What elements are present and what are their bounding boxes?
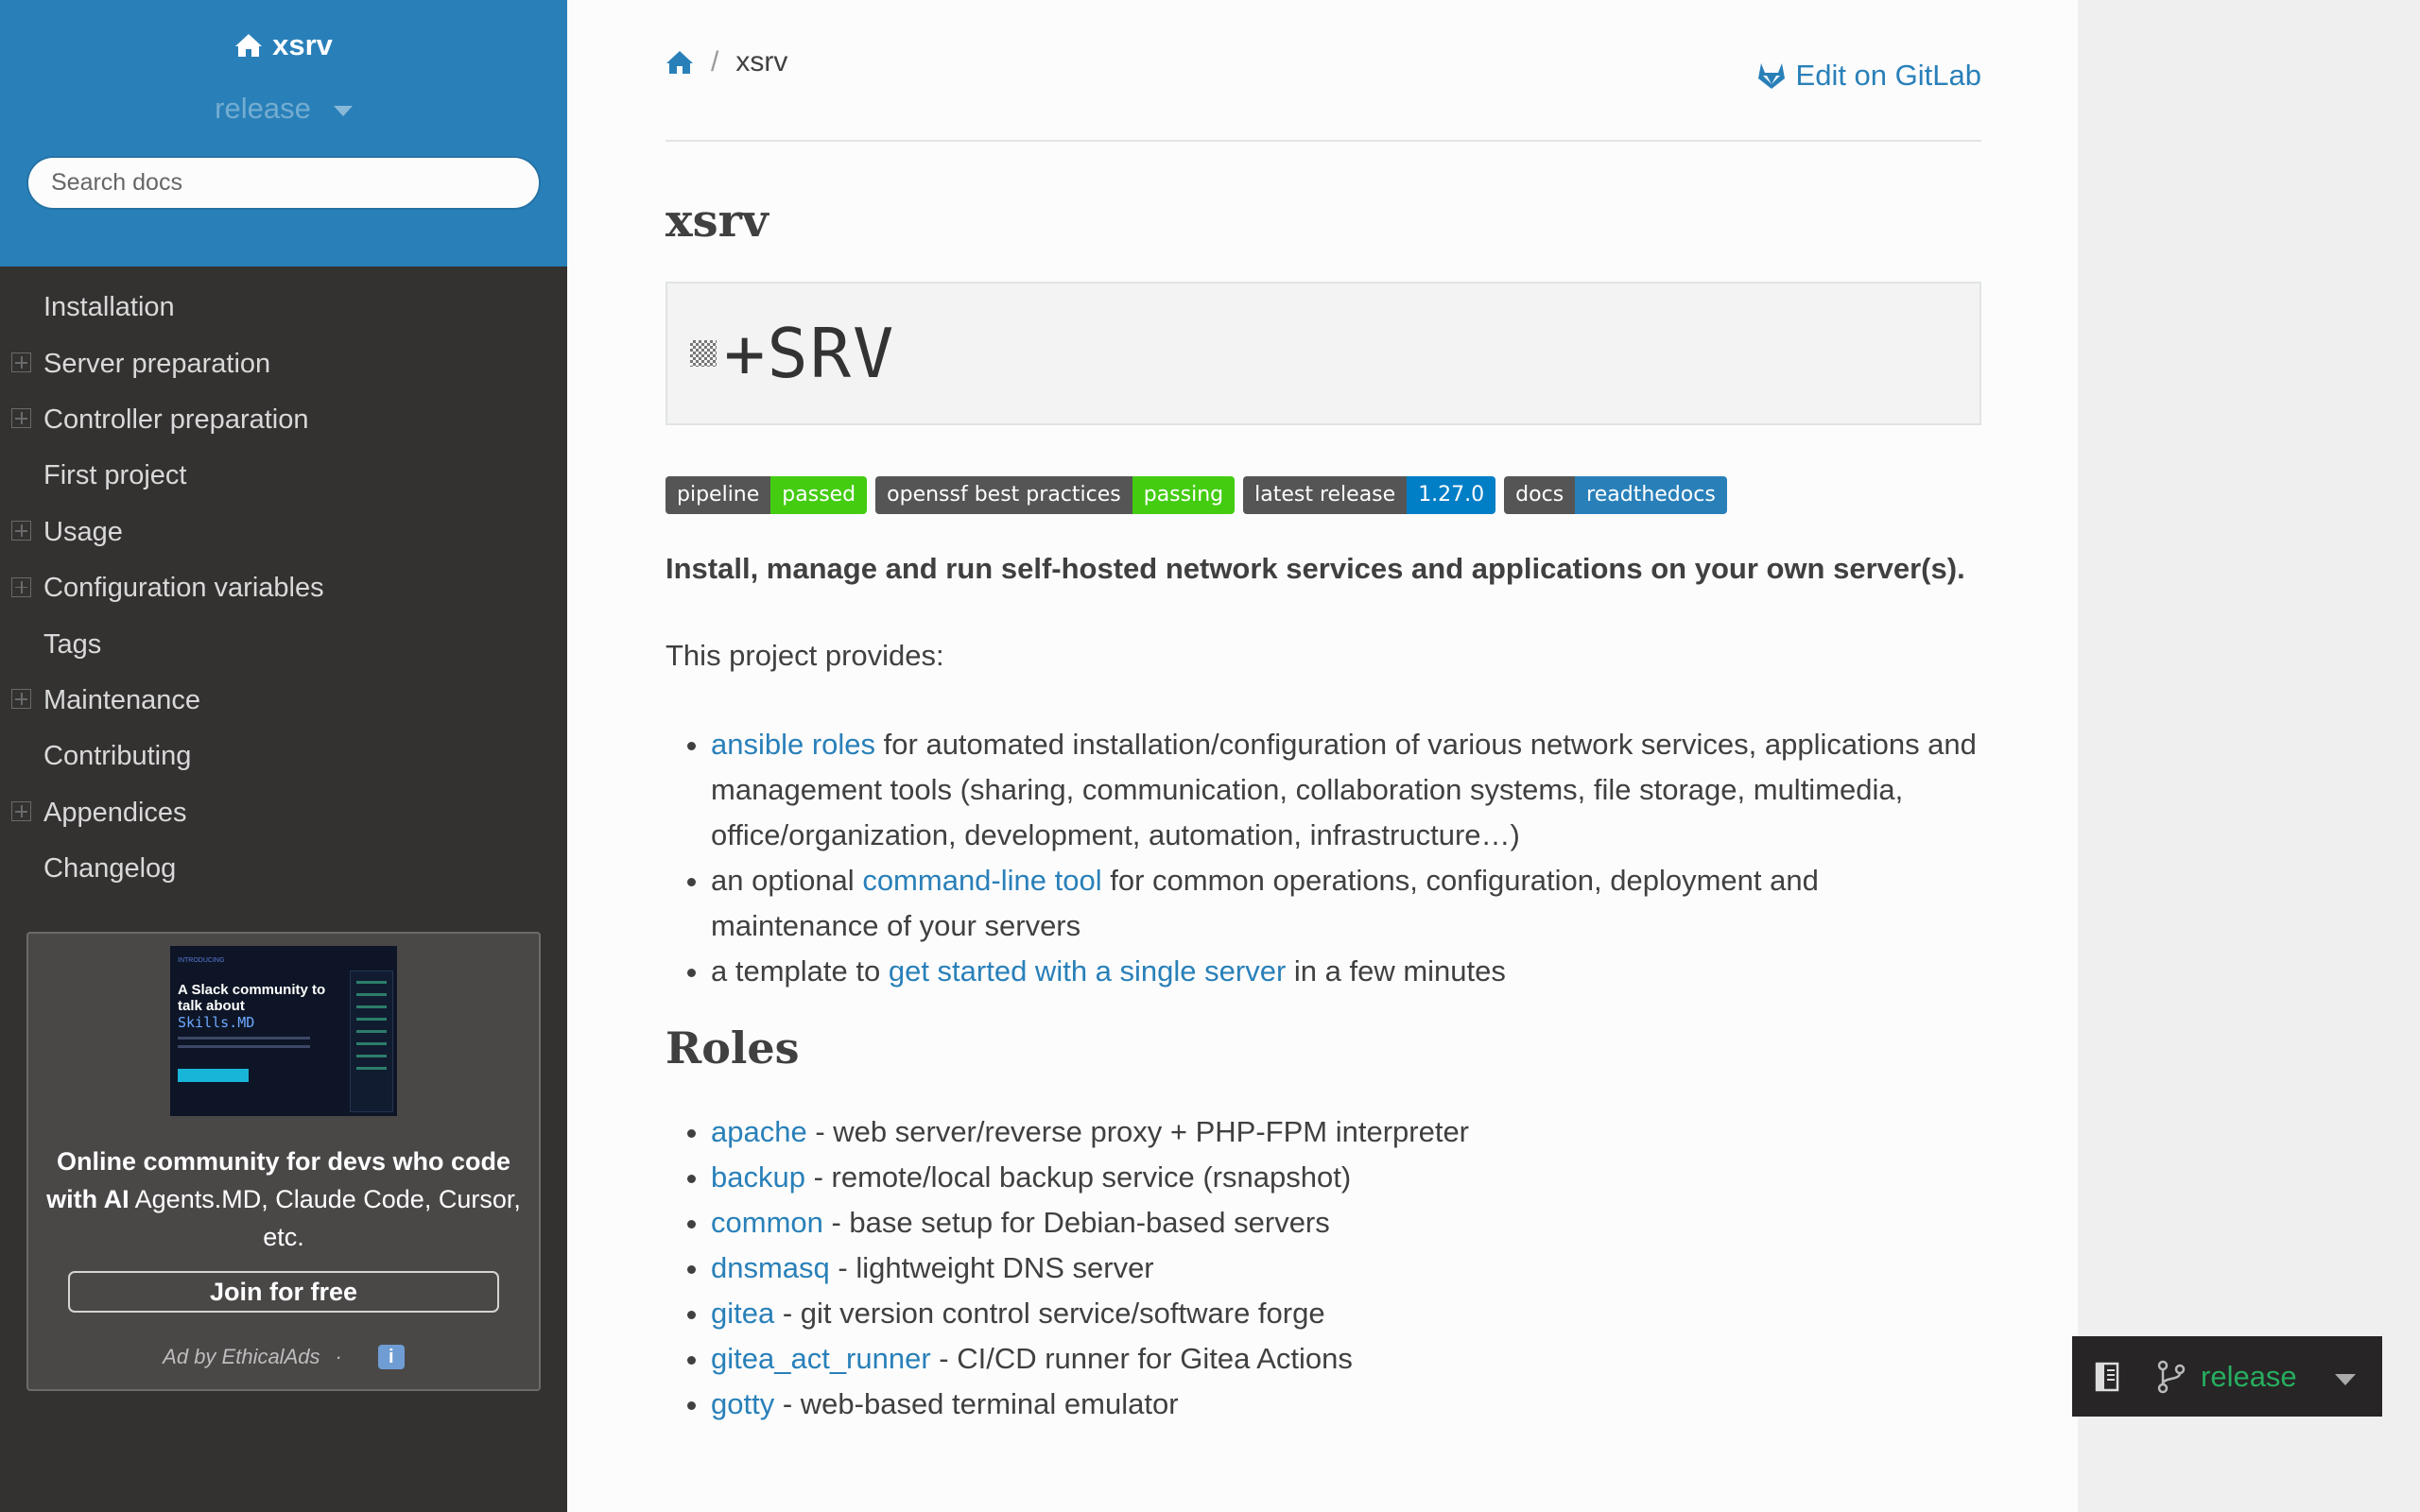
role-item (711, 1155, 1981, 1200)
ad-attribution[interactable]: Ad by EthicalAds (163, 1345, 320, 1368)
sidebar-item-configuration-variables[interactable] (0, 560, 567, 616)
sidebar-item-usage[interactable] (0, 505, 567, 560)
roles-list (666, 1109, 1981, 1427)
sidebar-item-label: Usage (43, 516, 123, 547)
badge-row (666, 476, 1981, 514)
sidebar-item-first-project[interactable] (0, 448, 567, 504)
sidebar-item-controller-preparation[interactable] (0, 392, 567, 448)
list-item-link[interactable]: ansible roles (711, 728, 876, 761)
badge-value: 1.27.0 (1407, 476, 1495, 514)
ad-image-subtext (178, 1037, 310, 1048)
home-icon (234, 32, 263, 59)
gitlab-icon (1756, 61, 1787, 90)
sidebar-item-label: Controller preparation (43, 404, 309, 435)
list-item-text: for common operations, configuration, deployment and maintenance of your servers (711, 864, 1819, 942)
sidebar-item-label: Tags (43, 628, 102, 660)
sidebar-item-label: Server preparation (43, 348, 271, 379)
role-description: - lightweight DNS server (829, 1251, 1154, 1284)
sidebar-item-contributing[interactable] (0, 729, 567, 784)
ad-text-rest: Agents.MD, Claude Code, Cursor, etc. (129, 1185, 521, 1251)
sidebar-item-label: Changelog (43, 853, 177, 885)
sidebar (0, 0, 567, 1512)
expand-icon[interactable] (11, 352, 31, 372)
sidebar-nav (0, 266, 567, 897)
logo-banner (666, 282, 1981, 425)
role-description: - remote/local backup service (rsnapshot) (804, 1160, 1352, 1194)
breadcrumb-home-link[interactable] (666, 49, 694, 76)
flyout-version-label: release (2201, 1359, 2297, 1393)
ad-image-button (178, 1069, 249, 1082)
search-field[interactable] (26, 156, 541, 210)
sidebar-item-label: Appendices (43, 797, 187, 828)
role-description: - CI/CD runner for Gitea Actions (930, 1342, 1353, 1375)
list-item-prefix: an optional (711, 864, 863, 897)
chevron-down-icon (2335, 1374, 2356, 1385)
list-item (711, 949, 1981, 994)
list-item-link[interactable]: command-line tool (862, 864, 1102, 897)
ad-box (26, 932, 541, 1391)
project-home-link[interactable] (234, 28, 333, 62)
book-icon (2095, 1362, 2119, 1392)
sidebar-item-tags[interactable] (0, 616, 567, 672)
provides-intro: This project provides: (666, 639, 944, 672)
join-button[interactable]: Join for free (68, 1271, 499, 1313)
badge-pipeline[interactable] (666, 476, 867, 514)
role-link[interactable]: backup (711, 1160, 805, 1194)
ad-text-bold: Online community for devs who code with AI (46, 1147, 511, 1213)
role-item (711, 1291, 1981, 1336)
main-content (666, 0, 1981, 1427)
git-branch-icon (2155, 1360, 2187, 1394)
role-description: - git version control service/software forge (774, 1297, 1325, 1330)
role-description: - web server/reverse proxy + PHP-FPM interpreter (806, 1115, 1470, 1148)
badge-label: pipeline (666, 476, 770, 514)
role-item (711, 1109, 1981, 1155)
role-link[interactable]: common (711, 1206, 823, 1239)
ad-image[interactable] (170, 946, 397, 1116)
badge-latest-release[interactable] (1243, 476, 1495, 514)
sidebar-item-maintenance[interactable] (0, 673, 567, 729)
search-input[interactable] (51, 169, 539, 197)
right-gutter (2078, 0, 2420, 1512)
version-selector[interactable] (215, 92, 353, 126)
home-icon (666, 49, 694, 76)
role-item (711, 1246, 1981, 1291)
version-label: release (215, 92, 311, 125)
expand-icon[interactable] (11, 801, 31, 821)
roles-heading: Roles (666, 1022, 800, 1074)
ad-image-headline: A Slack community to talk about (178, 982, 326, 1014)
info-icon[interactable]: i (378, 1345, 405, 1369)
expand-icon[interactable] (11, 521, 31, 541)
badge-value: passing (1132, 476, 1235, 514)
sidebar-item-appendices[interactable] (0, 785, 567, 841)
sidebar-item-changelog[interactable] (0, 841, 567, 897)
ad-text[interactable] (28, 1143, 539, 1256)
logo-text: +SRV (724, 314, 896, 393)
lead-text: Install, manage and run self-hosted network services and applications on your own server(s). (666, 552, 1965, 585)
role-link[interactable]: gotty (711, 1387, 775, 1420)
expand-icon[interactable] (11, 408, 31, 428)
role-link[interactable]: gitea_act_runner (711, 1342, 931, 1375)
edit-on-gitlab-link[interactable] (1756, 59, 1981, 93)
list-item-link[interactable]: get started with a single server (888, 954, 1287, 988)
breadcrumb (666, 0, 1981, 142)
role-item (711, 1200, 1981, 1246)
sidebar-item-label: Configuration variables (43, 573, 324, 604)
project-name: xsrv (272, 28, 333, 61)
badge-label: openssf best practices (875, 476, 1132, 514)
sidebar-header (0, 0, 567, 266)
page-title: xsrv (666, 195, 769, 248)
sidebar-item-label: Maintenance (43, 684, 201, 715)
breadcrumb-separator: / (711, 46, 719, 77)
role-link[interactable]: apache (711, 1115, 807, 1148)
sidebar-item-label: First project (43, 460, 187, 491)
provides-list (666, 722, 1981, 994)
role-description: - web-based terminal emulator (774, 1387, 1179, 1420)
sidebar-item-server-preparation[interactable] (0, 335, 567, 391)
list-item-prefix: a template to (711, 954, 889, 988)
badge-label: docs (1504, 476, 1575, 514)
ad-dot: · (335, 1345, 342, 1368)
ad-image-label: INTRODUCING (178, 957, 225, 964)
role-item (711, 1382, 1981, 1427)
sidebar-item-label: Installation (43, 292, 175, 323)
badge-value: passed (770, 476, 867, 514)
role-description: - base setup for Debian-based servers (822, 1206, 1330, 1239)
badge-docs[interactable] (1504, 476, 1727, 514)
sidebar-item-installation[interactable] (0, 280, 567, 335)
checker-icon (690, 340, 717, 367)
edit-link-label: Edit on GitLab (1795, 59, 1981, 92)
list-item (711, 858, 1981, 949)
ad-footer (28, 1345, 539, 1369)
expand-icon[interactable] (11, 577, 31, 597)
expand-icon[interactable] (11, 689, 31, 709)
badge-openssf-best-practices[interactable] (875, 476, 1235, 514)
list-item (711, 722, 1981, 858)
list-item-text: for automated installation/configuration of various network services, applications and management tools (sharing, communication, collaboration systems, file storage, multimedia, office/organization, development, automation, infrastructure…) (711, 728, 1977, 851)
breadcrumb-current: xsrv (735, 46, 788, 77)
ad-image-panel (350, 971, 393, 1112)
role-link[interactable]: dnsmasq (711, 1251, 830, 1284)
role-link[interactable]: gitea (711, 1297, 775, 1330)
badge-label: latest release (1243, 476, 1407, 514)
version-flyout[interactable] (2072, 1336, 2382, 1417)
xsrv-logo (690, 314, 895, 393)
list-item-text: in a few minutes (1286, 954, 1506, 988)
chevron-down-icon (334, 106, 353, 116)
badge-value: readthedocs (1575, 476, 1727, 514)
sidebar-item-label: Contributing (43, 741, 192, 772)
ad-image-mono: Skills.MD (178, 1014, 255, 1031)
role-item (711, 1336, 1981, 1382)
